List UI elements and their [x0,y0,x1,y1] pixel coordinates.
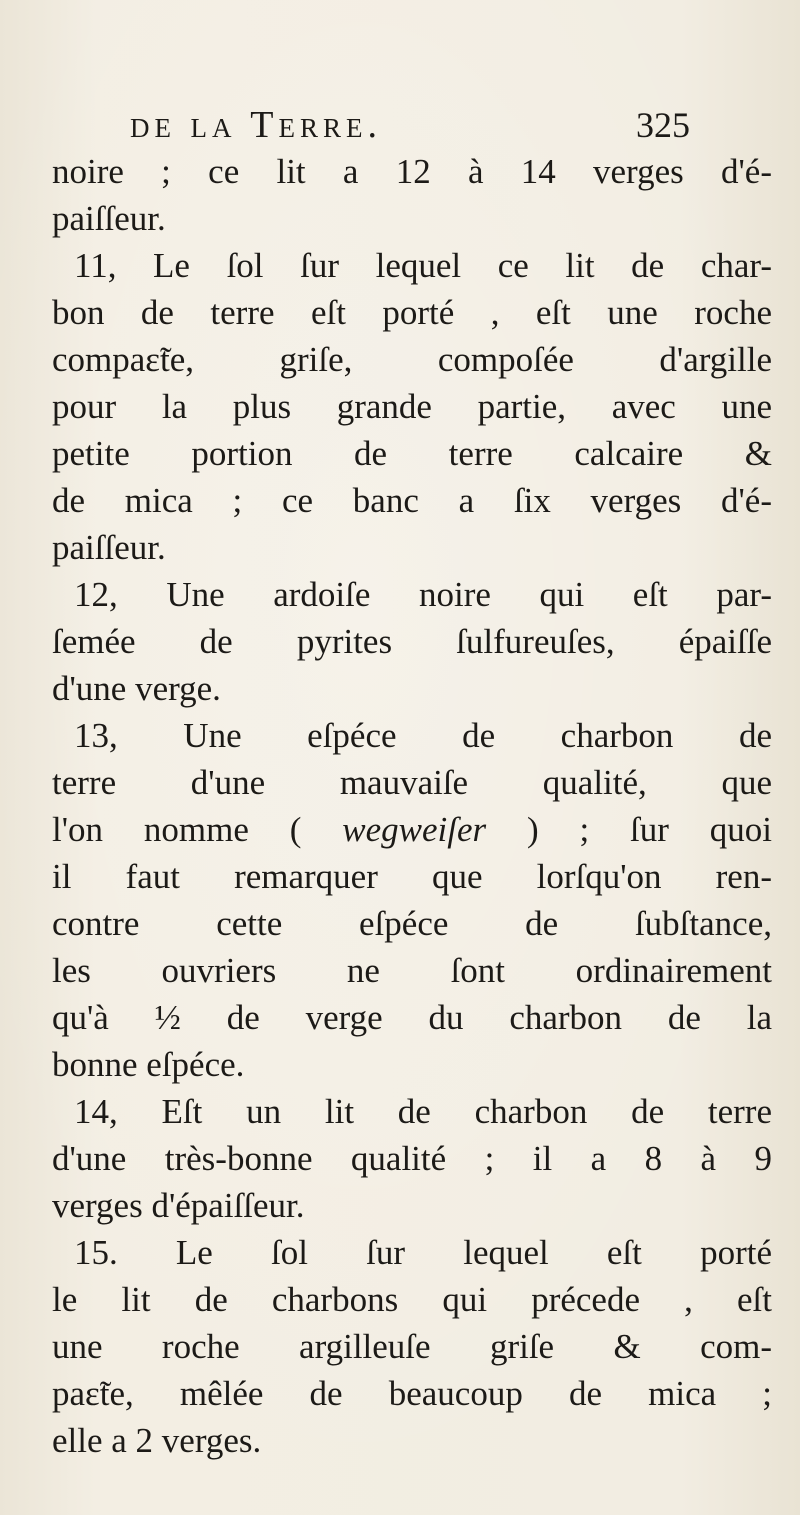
page-number: 325 [636,105,690,145]
text-line: compaɛ̃te, griſe, compoſée d'argille [52,340,772,379]
text-line: de mica ; ce banc a ſix verges d'é- [52,481,772,520]
text-line: il faut remarquer que lorſqu'on ren- [52,857,772,896]
text-line: 11, Le ſol ſur lequel ce lit de char- [74,246,772,285]
text-line: les ouvriers ne ſont ordinairement [52,951,772,990]
text-line: une roche argilleuſe griſe & com- [52,1327,772,1366]
text-line: bon de terre eſt porté , eſt une roche [52,293,772,332]
text-line [52,806,772,853]
text-line: paiſſeur. [52,199,166,238]
page-header [130,100,690,150]
text-line: bonne eſpéce. [52,1045,245,1084]
running-title: de la Terre. [130,104,383,146]
text-line: noire ; ce lit a 12 à 14 verges d'é- [52,152,772,191]
text-line: contre cette eſpéce de ſubſtance, [52,904,772,943]
body-text [52,148,772,1464]
text-line: 15. Le ſol ſur lequel eſt porté [74,1233,772,1272]
text-line: d'une très-bonne qualité ; il a 8 à 9 [52,1139,772,1178]
text-line: le lit de charbons qui précede , eſt [52,1280,772,1319]
text-line: elle a 2 verges. [52,1421,262,1460]
text-line: paɛ̃te, mêlée de beaucoup de mica ; [52,1374,772,1413]
text-line-end: ) ; ſur quoi [486,810,773,849]
text-line: 13, Une eſpéce de charbon de [74,716,772,755]
text-line: petite portion de terre calcaire & [52,434,772,473]
text-line: terre d'une mauvaiſe qualité, que [52,763,772,802]
text-line: d'une verge. [52,669,221,708]
text-line: pour la plus grande partie, avec une [52,387,772,426]
text-line: 12, Une ardoiſe noire qui eſt par- [74,575,772,614]
text-line: verges d'épaiſſeur. [52,1186,305,1225]
italic-term: wegweiſer [342,810,487,849]
text-line: ſemée de pyrites ſulfureuſes, épaiſſe [52,622,772,661]
text-line-start: l'on nomme ( [52,810,343,849]
text-line: qu'à ½ de verge du charbon de la [52,998,772,1037]
text-line: 14, Eſt un lit de charbon de terre [74,1092,772,1131]
text-line: paiſſeur. [52,528,166,567]
